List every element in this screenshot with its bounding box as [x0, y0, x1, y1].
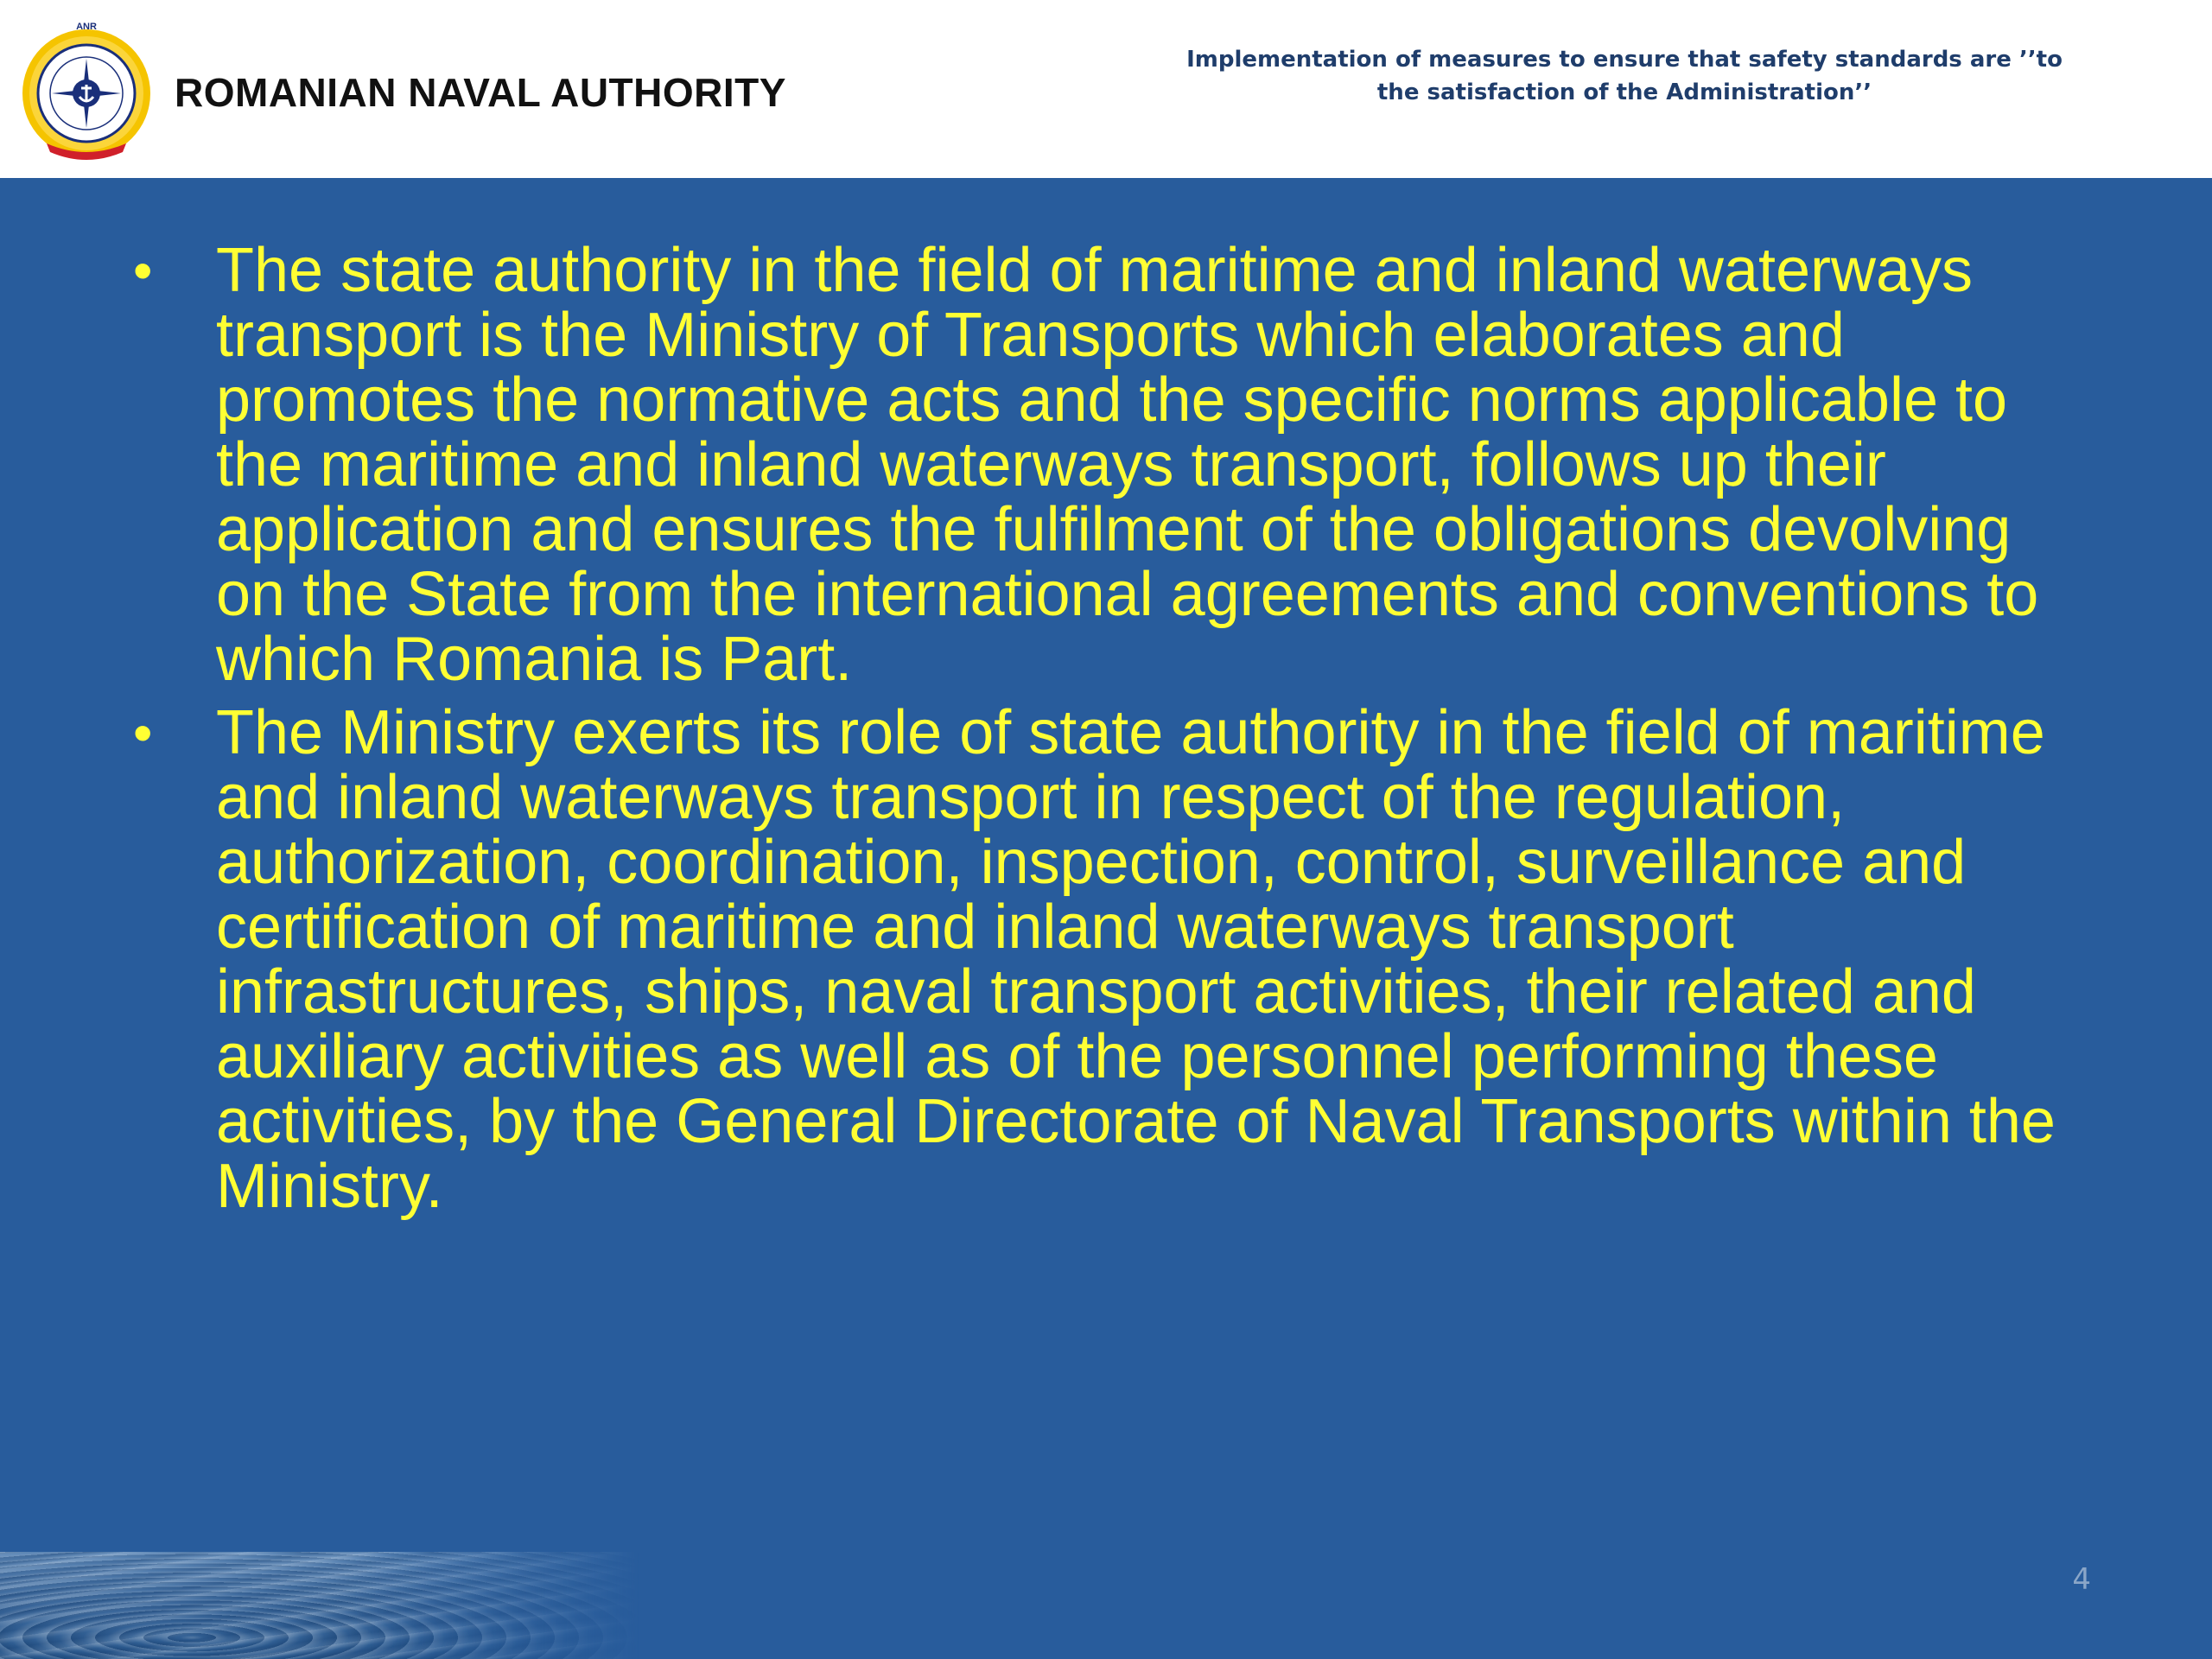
bullet-list: [128, 238, 2081, 1228]
bullet-dot: •: [133, 239, 153, 302]
slide-header: [0, 0, 2212, 178]
anr-emblem-icon: [21, 17, 152, 162]
sea-waves-decoration: [0, 1552, 639, 1659]
header-subtitle: Implementation of measures to ensure that safety standards are ’’to the satisfaction of the Administration’’: [1186, 47, 2063, 105]
page-number: 4: [2072, 1562, 2091, 1597]
bullet-dot: •: [133, 702, 153, 764]
bullet-text: The Ministry exerts its role of state authority in the field of maritime and inland waterways transport in respect of the regulation, authorization, coordination, inspection, control, surveillance and certification of maritime and inland waterways transport infrastructures, ships, naval transport activities, their related and auxiliary activities as well as of the personnel performing these activities, by the General Directorate of Naval Transports within the Ministry.: [216, 698, 2056, 1221]
org-name: ROMANIAN NAVAL AUTHORITY: [175, 70, 786, 115]
emblem-text-top: ANR: [76, 22, 97, 32]
bullet-item: [128, 698, 2081, 1221]
bullet-item: [128, 238, 2081, 692]
bullet-text: The state authority in the field of maritime and inland waterways transport is the Ministry of Transports which elaborates and promotes the normative acts and the specific norms applicable to the maritime and inland waterways transport, follows up their application and ensures the fulfilment of the obligations devolving on the State from the international agreements and conventions to which Romania is Part.: [216, 236, 2039, 694]
